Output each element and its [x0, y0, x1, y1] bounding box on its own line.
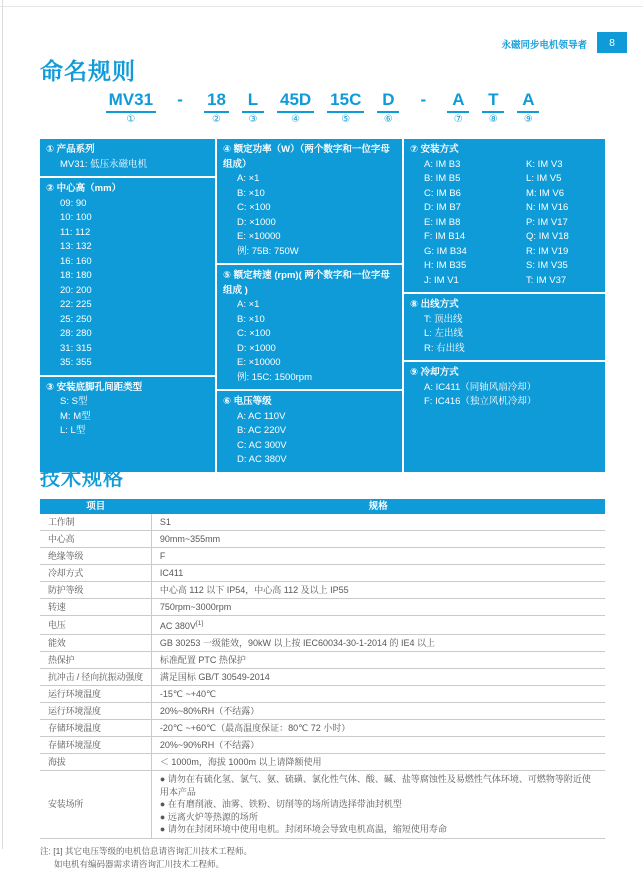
spec-value: [151, 771, 605, 839]
table-row: [40, 737, 605, 754]
table-row: [40, 686, 605, 703]
spec-label: 转速: [40, 599, 151, 616]
naming-item: L: IM V5: [526, 173, 562, 184]
naming-item: C: ×100: [237, 328, 271, 339]
naming-item: G: IM B34: [424, 245, 467, 257]
naming-item: A: ×1: [237, 173, 260, 184]
naming-box: [40, 178, 215, 375]
specs-section-title: 技术规格: [40, 468, 124, 490]
table-row: [40, 635, 605, 652]
spec-value: GB 30253 一级能效，90kW 以上按 IEC60034-30-1-2014 的 IE4 以上: [151, 635, 605, 652]
naming-box-title: ⑦ 安装方式: [410, 144, 459, 155]
spec-label: 抗冲击 / 径向抗振动强度: [40, 669, 151, 686]
spec-value: AC 380V[1]: [151, 616, 605, 635]
footnotes: [40, 845, 605, 871]
naming-box: [217, 391, 402, 472]
model-segment-number: [169, 114, 191, 127]
spec-label: 中心高: [40, 531, 151, 548]
naming-item: A: AC 110V: [237, 410, 286, 422]
naming-box-title: ⑧ 出线方式: [410, 299, 459, 310]
naming-box-title: ② 中心高（mm）: [46, 183, 122, 194]
footnote-line: 如电机有编码器需求请咨询汇川技术工程师。: [54, 858, 225, 869]
naming-item: P: IM V17: [526, 216, 568, 228]
naming-section-title: 命名规则: [40, 58, 136, 84]
spec-label: 绝缘等级: [40, 548, 151, 565]
table-row: [40, 565, 605, 582]
spec-value: -15℃ ~+40℃: [151, 686, 605, 703]
naming-box-title: ⑨ 冷却方式: [410, 367, 459, 378]
model-segment-number: ⑧: [488, 114, 498, 125]
spec-table-header-row: [40, 499, 605, 514]
naming-item: 28: 280: [60, 328, 92, 339]
naming-column: [217, 139, 402, 472]
model-segment-text: A: [517, 90, 539, 113]
naming-item: R: IM V19: [526, 245, 569, 257]
naming-item: 13: 132: [60, 241, 92, 252]
naming-item: E: ×10000: [237, 357, 281, 368]
naming-item: Q: IM V18: [526, 231, 569, 242]
naming-grid: [40, 139, 605, 465]
naming-item: A: ×1: [237, 299, 260, 310]
spec-label: 运行环境温度: [40, 686, 151, 703]
naming-item: J: IM V1: [424, 274, 459, 286]
naming-item: C: IM B6: [424, 187, 461, 199]
naming-box: [40, 139, 215, 176]
model-segment: [106, 90, 156, 127]
spec-table-body: [40, 514, 605, 838]
model-segment: [447, 90, 469, 127]
spec-label: 冷却方式: [40, 565, 151, 582]
model-segment-number: ⑥: [383, 114, 393, 125]
model-segment-text: MV31: [106, 90, 156, 113]
naming-box: [404, 294, 605, 360]
naming-item: M: IM V6: [526, 187, 565, 199]
model-segment-number: ⑨: [523, 114, 533, 125]
naming-item: C: AC 300V: [237, 439, 287, 451]
table-row: [40, 703, 605, 720]
naming-item-list: [410, 158, 512, 289]
naming-item: S: IM V35: [526, 260, 568, 271]
model-segment-text: -: [177, 90, 183, 109]
model-segment-number: ②: [212, 114, 221, 125]
footnote-line: 注: [1] 其它电压等级的电机信息请咨询汇川技术工程师。: [40, 845, 253, 856]
naming-item: B: ×10: [237, 313, 265, 325]
naming-item: 31: 315: [60, 342, 92, 354]
naming-item: B: IM B5: [424, 173, 461, 184]
model-segment-text: T: [482, 90, 504, 113]
naming-item: H: IM B35: [424, 260, 467, 271]
naming-item: 25: 250: [60, 313, 92, 325]
naming-column: [40, 139, 215, 472]
spec-value: 满足国标 GB/T 30549-2014: [151, 669, 605, 686]
naming-item: E: ×10000: [237, 231, 281, 242]
spec-label: 存储环境温度: [40, 720, 151, 737]
model-segment: [327, 90, 364, 127]
table-row: [40, 548, 605, 565]
naming-item: F: IM B14: [424, 231, 466, 242]
table-row: [40, 582, 605, 599]
spec-value: F: [151, 548, 605, 565]
naming-item: 20: 200: [60, 284, 92, 296]
spec-value: IC411: [151, 565, 605, 582]
page-content: [40, 0, 605, 871]
table-row: [40, 720, 605, 737]
spec-value: 90mm~355mm: [151, 531, 605, 548]
naming-item: B: AC 220V: [237, 425, 287, 436]
spec-label: 工作制: [40, 514, 151, 531]
model-dash: [412, 90, 434, 127]
table-row: [40, 754, 605, 771]
naming-box-title: ⑥ 电压等级: [223, 396, 272, 407]
naming-item: 例: 75B: 750W: [237, 245, 299, 257]
spec-value: 20%~90%RH（不结露）: [151, 737, 605, 754]
model-segment-number: ⑦: [453, 114, 463, 125]
model-segment-number: ⑤: [341, 114, 351, 125]
naming-item: K: IM V3: [526, 158, 563, 170]
spec-label: 防护等级: [40, 582, 151, 599]
naming-item: B: ×10: [237, 187, 265, 199]
model-segment: [482, 90, 504, 127]
table-row: [40, 531, 605, 548]
naming-item: R: 右出线: [424, 342, 465, 354]
table-row: [40, 669, 605, 686]
naming-item: D: ×1000: [237, 216, 276, 228]
model-segment: [517, 90, 539, 127]
model-segment: [204, 90, 229, 127]
naming-item: N: IM V16: [526, 202, 569, 213]
spec-value: 20%~80%RH（不结露）: [151, 703, 605, 720]
naming-box: [404, 139, 605, 292]
naming-item: T: 顶出线: [424, 313, 463, 325]
naming-item: E: IM B8: [424, 216, 461, 228]
model-code: [40, 90, 605, 127]
naming-item: A: IC411（同轴风扇冷却）: [424, 381, 537, 393]
table-row: [40, 616, 605, 635]
spec-label: 运行环境湿度: [40, 703, 151, 720]
spec-col-value: 规格: [151, 499, 605, 514]
spec-value-line: ● 请勿在有硫化氢、氯气、氨、硫磺、氯化性气体、酸、碱、盐等腐蚀性及易燃性气体环境、可燃物等附近使用本产品: [159, 774, 591, 797]
naming-item: 18: 180: [60, 270, 92, 281]
spec-label: 安装场所: [40, 771, 151, 839]
spec-value: 750rpm~3000rpm: [151, 599, 605, 616]
naming-item: 10: 100: [60, 212, 92, 223]
spec-value-line: ● 请勿在封闭环境中使用电机。封闭环境会导致电机高温，缩短使用寿命: [159, 824, 447, 834]
naming-item: F: IC416（独立风机冷却）: [424, 396, 537, 407]
naming-item: 11: 112: [60, 226, 91, 238]
naming-item: D: AC 380V: [237, 454, 287, 465]
naming-item: C: ×100: [237, 202, 271, 213]
model-segment-number: ④: [291, 114, 301, 125]
naming-box-title: ① 产品系列: [46, 144, 95, 155]
naming-item: A: IM B3: [424, 158, 461, 170]
spec-value: -20℃ ~+60℃（最高温度保证：80℃ 72 小时）: [151, 720, 605, 737]
spec-value-line: ● 在有磨削液、油雾、铁粉、切削等的场所请选择带油封机型: [159, 799, 402, 809]
model-segment-number: ③: [248, 114, 258, 125]
model-segment-text: A: [447, 90, 469, 113]
table-row: [40, 514, 605, 531]
naming-item: 09: 90: [60, 197, 87, 209]
model-segment: [377, 90, 399, 127]
spec-label: 电压: [40, 616, 151, 635]
spec-value: 标准配置 PTC 热保护: [151, 652, 605, 669]
naming-box-two-columns: [410, 158, 599, 289]
naming-item-list: [512, 158, 599, 289]
model-segment-text: 18: [204, 90, 229, 113]
spec-label: 海拔: [40, 754, 151, 771]
model-segment-text: D: [377, 90, 399, 113]
naming-item: M: M型: [60, 410, 91, 422]
spec-value: ＜ 1000m，海拔 1000m 以上请降额使用: [151, 754, 605, 771]
spec-label: 热保护: [40, 652, 151, 669]
model-segment-text: 15C: [327, 90, 364, 113]
page-number-badge: 8: [597, 32, 627, 53]
spec-label: 存储环境湿度: [40, 737, 151, 754]
page-left-edge: [2, 0, 3, 849]
model-segment-text: L: [242, 90, 264, 113]
table-row: [40, 652, 605, 669]
spec-label: 能效: [40, 635, 151, 652]
naming-box: [404, 362, 605, 472]
naming-item: MV31: 低压永磁电机: [60, 158, 148, 170]
model-dash: [169, 90, 191, 127]
spec-table: [40, 499, 605, 839]
model-segment-text: -: [420, 90, 427, 109]
naming-box-title: ⑤ 额定转速 (rpm)( 两个数字和一位字母组成 ): [223, 270, 390, 296]
naming-column: [404, 139, 605, 472]
header-tagline: 永磁同步电机领导者: [501, 40, 587, 51]
naming-item: T: IM V37: [526, 274, 567, 286]
naming-item: 例: 15C: 1500rpm: [237, 371, 312, 383]
naming-item: 35: 355: [60, 357, 92, 368]
naming-box: [40, 377, 215, 472]
naming-item: L: L型: [60, 425, 86, 436]
naming-box-title: ③ 安装底脚孔间距类型: [46, 381, 143, 393]
spec-value: S1: [151, 514, 605, 531]
naming-item: S: S型: [60, 396, 88, 407]
table-row: [40, 771, 605, 839]
naming-item: D: ×1000: [237, 342, 276, 354]
naming-box: [217, 139, 402, 263]
spec-col-item: 项目: [40, 499, 151, 514]
model-segment-text: 45D: [277, 90, 314, 113]
naming-box: [217, 265, 402, 389]
naming-item: 22: 225: [60, 299, 92, 310]
spec-value: 中心高 112 以下 IP54，中心高 112 及以上 IP55: [151, 582, 605, 599]
table-row: [40, 599, 605, 616]
naming-item: D: IM B7: [424, 202, 461, 213]
model-segment: [277, 90, 314, 127]
model-segment: [242, 90, 264, 127]
model-segment-number: [412, 114, 434, 127]
naming-item: 16: 160: [60, 255, 92, 267]
model-segment-number: ①: [126, 114, 136, 125]
naming-box-title: ④ 额定功率（W）（两个数字和一位字母组成）: [223, 144, 390, 170]
spec-value-line: ● 远离火炉等热源的场所: [159, 811, 258, 822]
naming-item: L: 左出线: [424, 328, 464, 339]
